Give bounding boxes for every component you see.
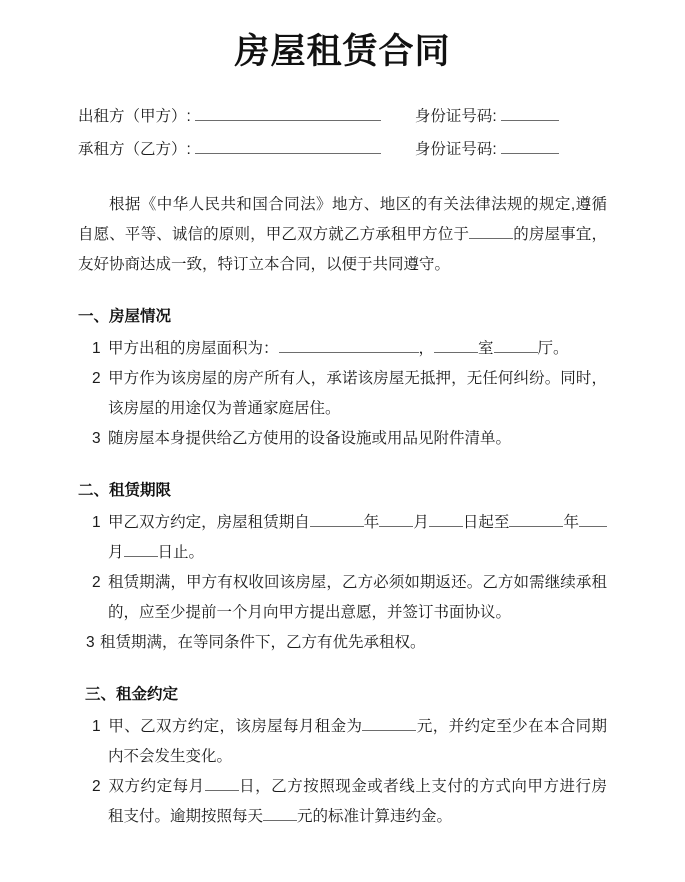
room-count-blank[interactable] bbox=[434, 337, 478, 353]
item-2-3 bbox=[78, 628, 607, 658]
lessor-id-blank[interactable] bbox=[501, 105, 559, 121]
start-month-blank[interactable] bbox=[379, 511, 413, 527]
section-house-condition-heading: 一、房屋情况 bbox=[78, 308, 172, 325]
item-1-3-number: 3 bbox=[92, 430, 101, 447]
item-1-3-text: 随房屋本身提供给乙方使用的设备设施或用品见附件清单。 bbox=[108, 430, 512, 447]
lessee-row bbox=[78, 133, 607, 166]
house-area-blank[interactable] bbox=[279, 337, 419, 353]
daily-penalty-blank[interactable] bbox=[263, 805, 297, 821]
lessor-row bbox=[78, 100, 607, 133]
item-2-2-text: 租赁期满，甲方有权收回该房屋，乙方必须如期返还。乙方如需继续承租的，应至少提前一个月向甲方提出意愿，并签订书面协议。 bbox=[108, 574, 607, 621]
item-1-2-number: 2 bbox=[92, 370, 101, 387]
item-1-1-text-a: 甲方出租的房屋面积为： bbox=[108, 340, 279, 357]
item-3-1-number: 1 bbox=[92, 718, 101, 735]
item-3-1 bbox=[78, 712, 607, 772]
item-1-2 bbox=[78, 364, 607, 424]
item-2-3-text: 租赁期满，在等同条件下，乙方有优先承租权。 bbox=[100, 634, 426, 651]
item-3-1-text-a: 甲、乙双方约定，该房屋每月租金为 bbox=[108, 718, 363, 735]
item-1-2-text: 甲方作为该房屋的房产所有人，承诺该房屋无抵押，无任何纠纷。同时，该房屋的用途仅为普通家庭居住。 bbox=[108, 370, 607, 417]
item-2-1-text-f: 月 bbox=[108, 544, 124, 561]
lessee-label: 承租方（乙方）: bbox=[78, 141, 191, 158]
start-year-blank[interactable] bbox=[310, 511, 364, 527]
item-2-1-text-d: 日起至 bbox=[462, 514, 510, 531]
preamble-paragraph bbox=[78, 190, 607, 280]
item-2-1-text-a: 甲乙双方约定，房屋租赁期自 bbox=[108, 514, 310, 531]
section-house-condition bbox=[78, 302, 607, 454]
item-2-1-text-g: 日止。 bbox=[157, 544, 205, 561]
section-lease-term bbox=[78, 476, 607, 658]
item-3-2-text-b: 日，乙方按照现金或者线上支付的方式向甲方进行房租支付。逾期按照每天 bbox=[108, 778, 607, 825]
item-3-2-number: 2 bbox=[92, 778, 101, 795]
item-2-2-number: 2 bbox=[92, 574, 101, 591]
start-day-blank[interactable] bbox=[429, 511, 463, 527]
lessee-name-blank[interactable] bbox=[195, 138, 381, 154]
item-3-2-text-a: 双方约定每月 bbox=[108, 778, 205, 795]
end-day-blank[interactable] bbox=[124, 541, 158, 557]
payment-day-blank[interactable] bbox=[205, 775, 239, 791]
end-year-blank[interactable] bbox=[509, 511, 563, 527]
item-1-1-text-b: ， bbox=[418, 340, 435, 357]
lessor-label: 出租方（甲方）: bbox=[78, 108, 191, 125]
item-1-1-text-d: 厅。 bbox=[537, 340, 569, 357]
page-title: 房屋租赁合同 bbox=[234, 32, 451, 71]
lessor-name-blank[interactable] bbox=[195, 105, 381, 121]
section-lease-term-heading: 二、租赁期限 bbox=[78, 482, 172, 499]
item-2-3-number: 3 bbox=[86, 634, 95, 651]
section-rent-agreement bbox=[78, 680, 607, 832]
hall-count-blank[interactable] bbox=[494, 337, 538, 353]
monthly-rent-blank[interactable] bbox=[362, 715, 416, 731]
item-2-1 bbox=[78, 508, 607, 568]
item-3-1-text-b: 元，并约定至少在本合同期内不会发生变化。 bbox=[108, 718, 607, 765]
item-3-2 bbox=[78, 772, 607, 832]
preamble-text-lead: 根据《中华人民共和国合同法》地方、地区的有关法律法规的规定,遵循自愿、平等、诚信的原则，甲乙双方就乙方承租甲方位于 bbox=[78, 196, 607, 243]
preamble-text-tail: 的房屋事宜，友好协商达成一致，特订立本合同，以便于共同遵守。 bbox=[78, 226, 607, 273]
party-information-block bbox=[78, 100, 607, 166]
item-1-1-text-c: 室 bbox=[478, 340, 494, 357]
end-month-blank[interactable] bbox=[579, 511, 607, 527]
item-2-2 bbox=[78, 568, 607, 628]
item-2-1-number: 1 bbox=[92, 514, 101, 531]
item-1-1 bbox=[78, 334, 607, 364]
lessee-id-blank[interactable] bbox=[501, 138, 559, 154]
item-3-2-text-c: 元的标准计算违约金。 bbox=[297, 808, 453, 825]
item-1-3 bbox=[78, 424, 607, 454]
lessee-id-label: 身份证号码: bbox=[414, 141, 497, 158]
item-2-1-text-e: 年 bbox=[563, 514, 579, 531]
property-address-blank[interactable] bbox=[469, 223, 513, 239]
item-2-1-text-c: 月 bbox=[413, 514, 429, 531]
section-rent-agreement-heading: 三、租金约定 bbox=[85, 686, 179, 703]
item-2-1-text-b: 年 bbox=[363, 514, 380, 531]
lessor-id-label: 身份证号码: bbox=[414, 108, 497, 125]
item-1-1-number: 1 bbox=[92, 340, 101, 357]
